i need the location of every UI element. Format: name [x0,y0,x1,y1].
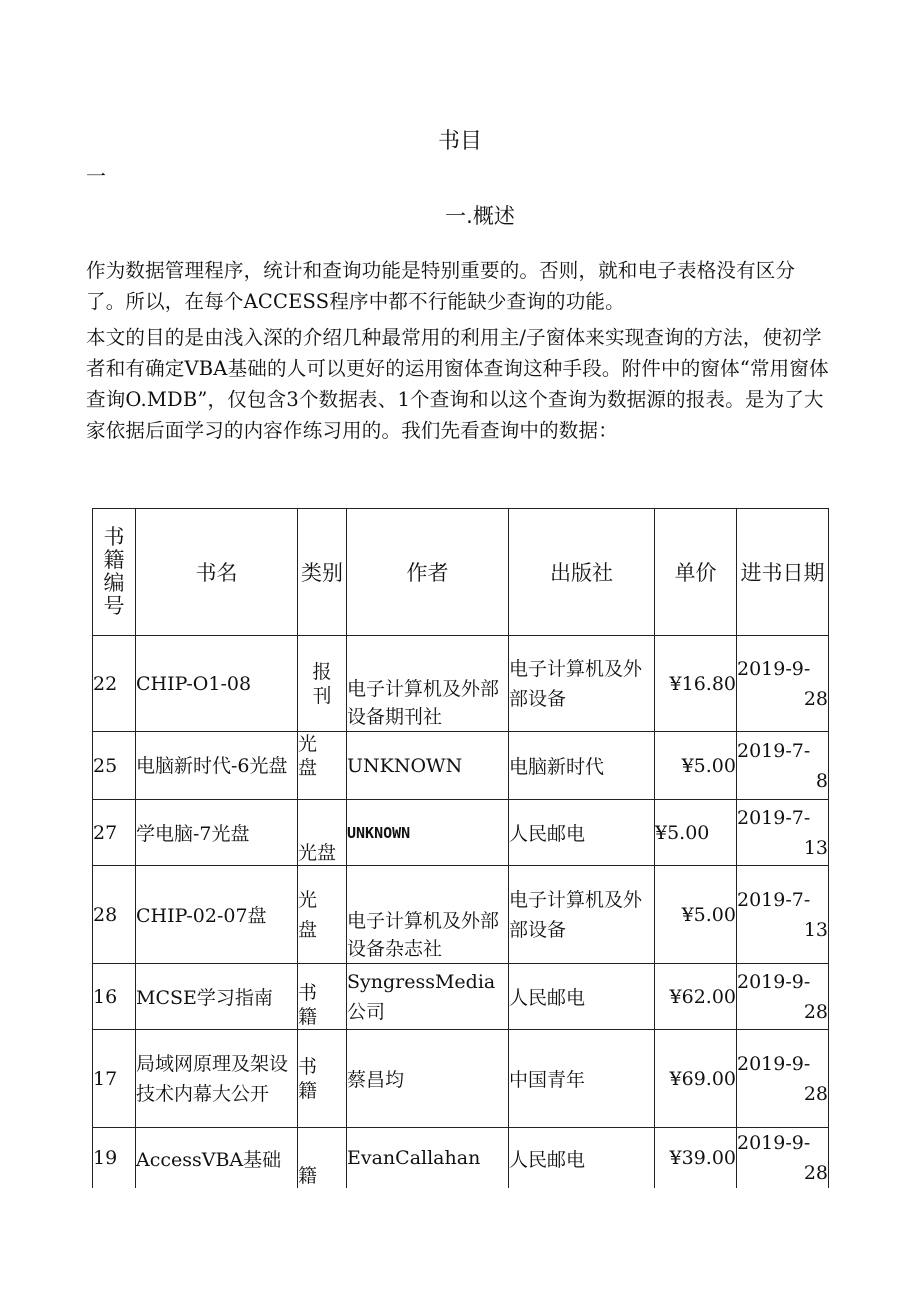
cell-id: 28 [93,866,136,964]
header-author: 作者 [347,509,509,636]
table-row [93,866,829,964]
header-date: 进书日期 [737,509,829,636]
cell-publisher: 人民邮电 [509,1128,655,1189]
cell-price: ¥5.00 [655,800,737,866]
cell-author: SyngressMedia公司 [347,964,509,1030]
cell-name: CHIP-O1-08 [136,636,298,732]
cell-price: ¥62.00 [655,964,737,1030]
cell-category: 光盘 [298,732,347,800]
cell-date: 2019-9- 28 [737,964,829,1030]
cell-author: UNKNOWN [347,732,509,800]
cell-category: 书籍 [298,1030,347,1128]
cell-category: 报刊 [298,636,347,732]
dash-mark: 一 [86,164,106,188]
cell-publisher: 中国青年 [509,1030,655,1128]
cell-id: 17 [93,1030,136,1128]
header-book-id: 书籍编号 [93,509,136,636]
cell-name: 局域网原理及架设技术内幕大公开 [136,1030,298,1128]
header-book-name: 书名 [136,509,298,636]
cell-id: 16 [93,964,136,1030]
cell-date: 2019-9- 28 [737,1128,829,1189]
cell-id: 19 [93,1128,136,1189]
cell-name: AccessVBA基础 [136,1128,298,1189]
cell-date: 2019-7- 8 [737,732,829,800]
cell-date: 2019-9- 28 [737,1030,829,1128]
cell-author: 蔡昌均 [347,1030,509,1128]
cell-publisher: 电子计算机及外部设备 [509,636,655,732]
cell-price: ¥5.00 [655,732,737,800]
header-price: 单价 [655,509,737,636]
cell-category: 光盘 [298,800,347,866]
cell-publisher: 电子计算机及外部设备 [509,866,655,964]
section-heading: 一.概述 [445,204,515,228]
cell-date: 2019-7- 13 [737,800,829,866]
books-table [92,508,829,1188]
header-publisher: 出版社 [509,509,655,636]
cell-date: 2019-7- 13 [737,866,829,964]
cell-publisher: 人民邮电 [509,964,655,1030]
cell-name: MCSE学习指南 [136,964,298,1030]
cell-id: 22 [93,636,136,732]
cell-author: EvanCallahan [347,1128,509,1189]
table-row [93,732,829,800]
paragraph-purpose: 本文的目的是由浅入深的介绍几种最常用的利用主/子窗体来实现查询的方法，使初学者和有确定VBA基础的人可以更好的运用窗体查询这种手段。附件中的窗体“常用窗体查询O.MDB”，仅包含3个数据表、1个查询和以这个查询为数据源的报表。是为了大家依据后面学习的内容作练习用的。我们先看查询中的数据： [86,326,829,442]
cell-price: ¥39.00 [655,1128,737,1189]
cell-name: 学电脑-7光盘 [136,800,298,866]
table-row [93,636,829,732]
cell-id: 27 [93,800,136,866]
cell-date: 2019-9- 28 [737,636,829,732]
page-title: 书目 [437,129,482,154]
cell-id: 25 [93,732,136,800]
cell-author: UNKNOWN [347,800,509,866]
table-header-row [93,509,829,636]
table-row [93,964,829,1030]
cell-name: CHIP-02-07盘 [136,866,298,964]
cell-price: ¥5.00 [655,866,737,964]
cell-category: 光盘 [298,866,347,964]
cell-author: 电子计算机及外部设备期刊社 [347,636,509,732]
cell-author: 电子计算机及外部设备杂志社 [347,866,509,964]
cell-publisher: 人民邮电 [509,800,655,866]
cell-name: 电脑新时代-6光盘 [136,732,298,800]
table-row [93,1030,829,1128]
header-category: 类别 [298,509,347,636]
cell-category: 籍 [298,1128,347,1189]
cell-category: 书籍 [298,964,347,1030]
table-row [93,800,829,866]
table-row [93,1128,829,1189]
cell-price: ¥69.00 [655,1030,737,1128]
cell-publisher: 电脑新时代 [509,732,655,800]
cell-price: ¥16.80 [655,636,737,732]
paragraph-intro: 作为数据管理程序，统计和查询功能是特别重要的。否则，就和电子表格没有区分了。所以，在每个ACCESS程序中都不行能缺少查询的功能。 [86,259,796,313]
